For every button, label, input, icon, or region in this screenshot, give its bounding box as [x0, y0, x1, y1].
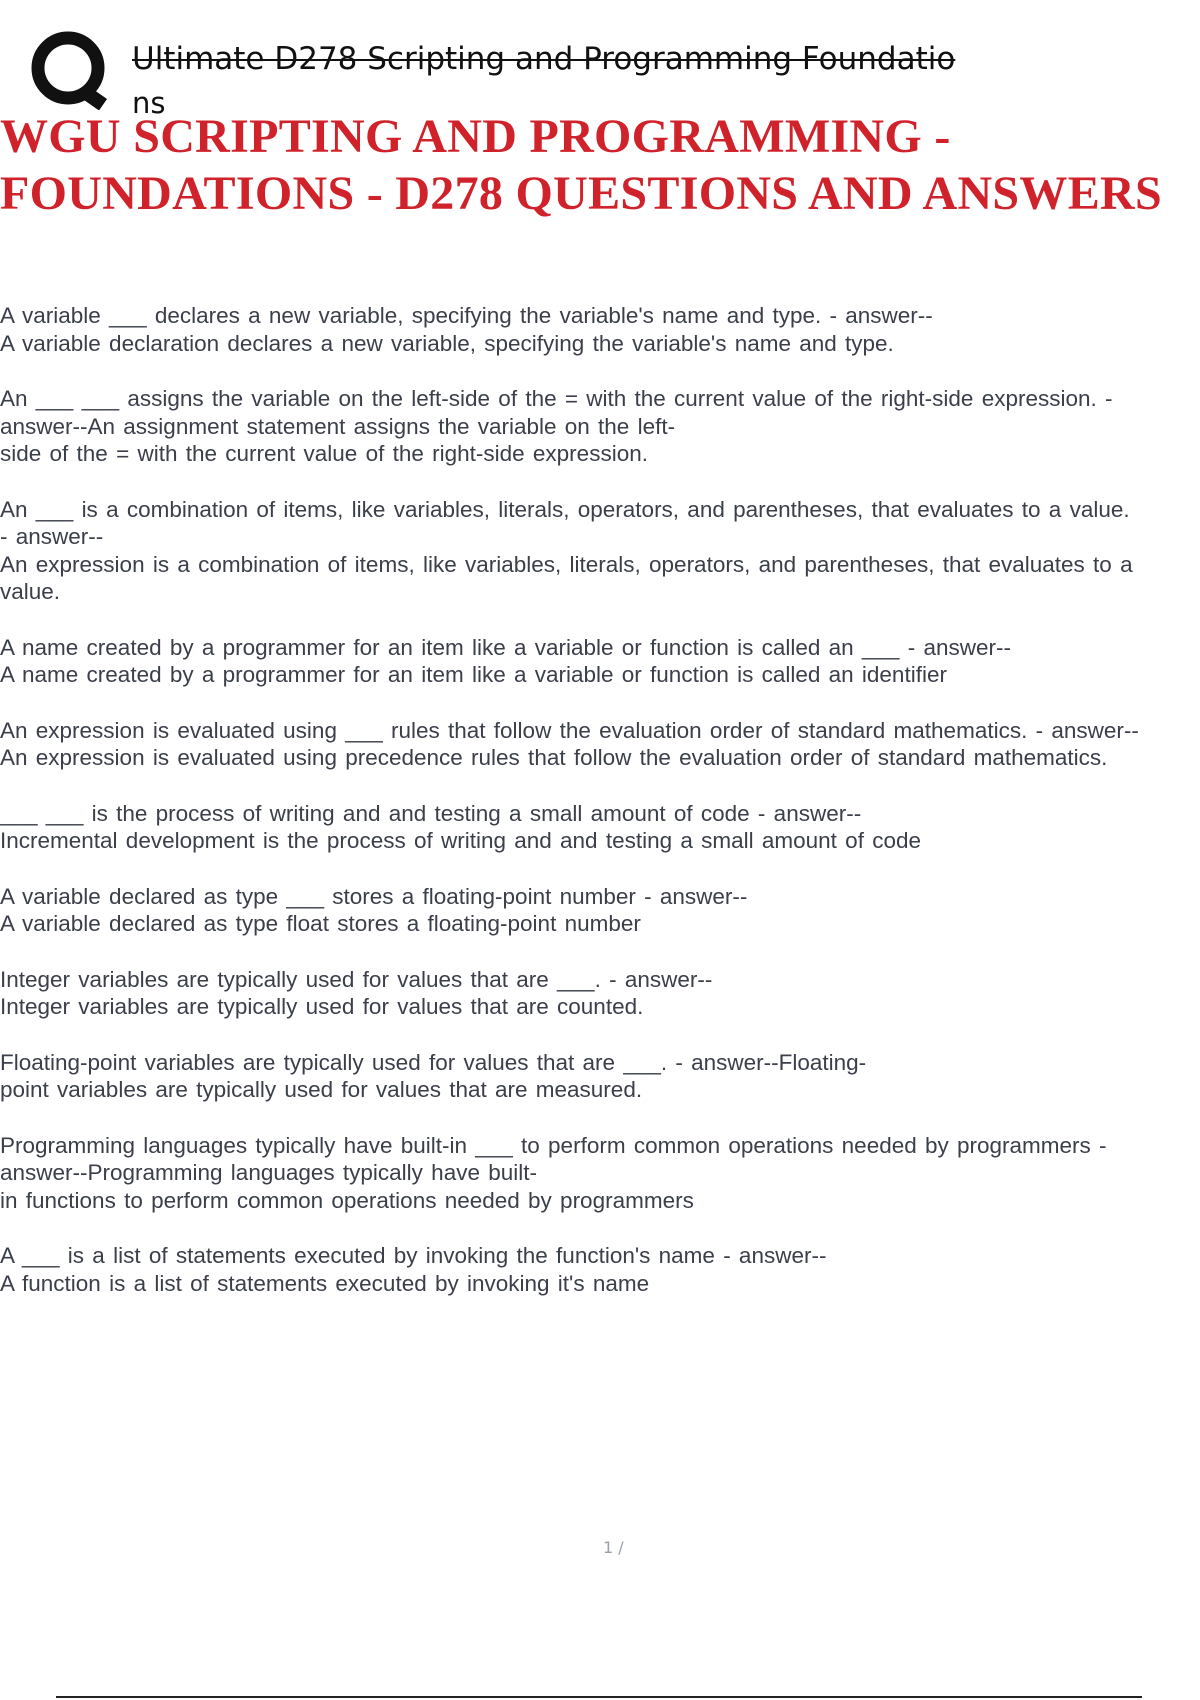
- header-document-title: Ultimate D278 Scripting and Programming Foundatio: [132, 41, 956, 77]
- qa-line: A variable ___ declares a new variable, specifying the variable's name and type. - answer--: [0, 303, 933, 328]
- qa-line: in functions to perform common operations needed by programmers: [0, 1187, 694, 1213]
- document-title: [0, 108, 1200, 222]
- qa-line: An expression is evaluated using ___ rules that follow the evaluation order of standard mathematics. - answer--: [0, 717, 1139, 743]
- qa-line: A variable declaration declares a new variable, specifying the variable's name and type.: [0, 330, 894, 356]
- qa-line: A variable declared as type ___ stores a floating-point number - answer--: [0, 883, 748, 909]
- qa-line: - answer--: [0, 524, 104, 549]
- qa-item: [0, 717, 1200, 772]
- qa-item: [0, 496, 1200, 606]
- qa-item: [0, 302, 1200, 357]
- qa-line: An expression is a combination of items, like variables, literals, operators, and parentheses, that evaluates to a: [0, 551, 1133, 577]
- footer-rule: [56, 1696, 1142, 1698]
- qa-item: [0, 1132, 1200, 1215]
- qa-line: A name created by a programmer for an item like a variable or function is called an ___ - answer--: [0, 634, 1011, 660]
- qa-line: Programming languages typically have built-in ___ to perform common operations needed by programmers -: [0, 1132, 1107, 1158]
- header-title-overflow: ns: [132, 86, 166, 114]
- qa-line: answer--Programming languages typically have built-: [0, 1160, 537, 1185]
- qa-item: [0, 966, 1200, 1021]
- document-title-line-1: WGU SCRIPTING AND PROGRAMMING -: [0, 110, 951, 163]
- qa-item: [0, 385, 1200, 468]
- qa-line: An expression is evaluated using precedence rules that follow the evaluation order of standard mathematics.: [0, 745, 1108, 770]
- qa-line: answer--An assignment statement assigns the variable on the left-: [0, 413, 676, 439]
- qa-item: [0, 634, 1200, 689]
- qa-line: Integer variables are typically used for values that are ___. - answer--: [0, 966, 713, 992]
- qa-item: [0, 800, 1200, 855]
- qa-line: A ___ is a list of statements executed by invoking the function's name - answer--: [0, 1243, 827, 1268]
- qa-line: side of the = with the current value of the right-side expression.: [0, 441, 648, 466]
- qa-list: [0, 302, 1200, 1325]
- page-number: 1 /: [603, 1538, 624, 1557]
- qa-line: A name created by a programmer for an item like a variable or function is called an identifier: [0, 662, 947, 687]
- qa-line: An ___ is a combination of items, like variables, literals, operators, and parentheses, that evaluates to a value.: [0, 496, 1130, 522]
- qa-line: value.: [0, 579, 61, 604]
- qa-line: point variables are typically used for values that are measured.: [0, 1077, 643, 1102]
- qa-item: [0, 1242, 1200, 1297]
- magnifier-logo-icon: [30, 30, 112, 110]
- qa-line: A function is a list of statements executed by invoking it's name: [0, 1270, 650, 1296]
- qa-line: Integer variables are typically used for values that are counted.: [0, 994, 644, 1019]
- document-title-line-2: FOUNDATIONS - D278 QUESTIONS AND ANSWERS: [0, 167, 1162, 220]
- qa-line: A variable declared as type float stores a floating-point number: [0, 911, 641, 936]
- qa-item: [0, 1049, 1200, 1104]
- qa-item: [0, 883, 1200, 938]
- qa-line: Floating-point variables are typically used for values that are ___. - answer--Floating-: [0, 1049, 867, 1075]
- qa-line: An ___ ___ assigns the variable on the left-side of the = with the current value of the right-side expression. -: [0, 386, 1113, 411]
- qa-line: Incremental development is the process of writing and and testing a small amount of code: [0, 828, 921, 853]
- qa-line: ___ ___ is the process of writing and and testing a small amount of code - answer--: [0, 800, 862, 826]
